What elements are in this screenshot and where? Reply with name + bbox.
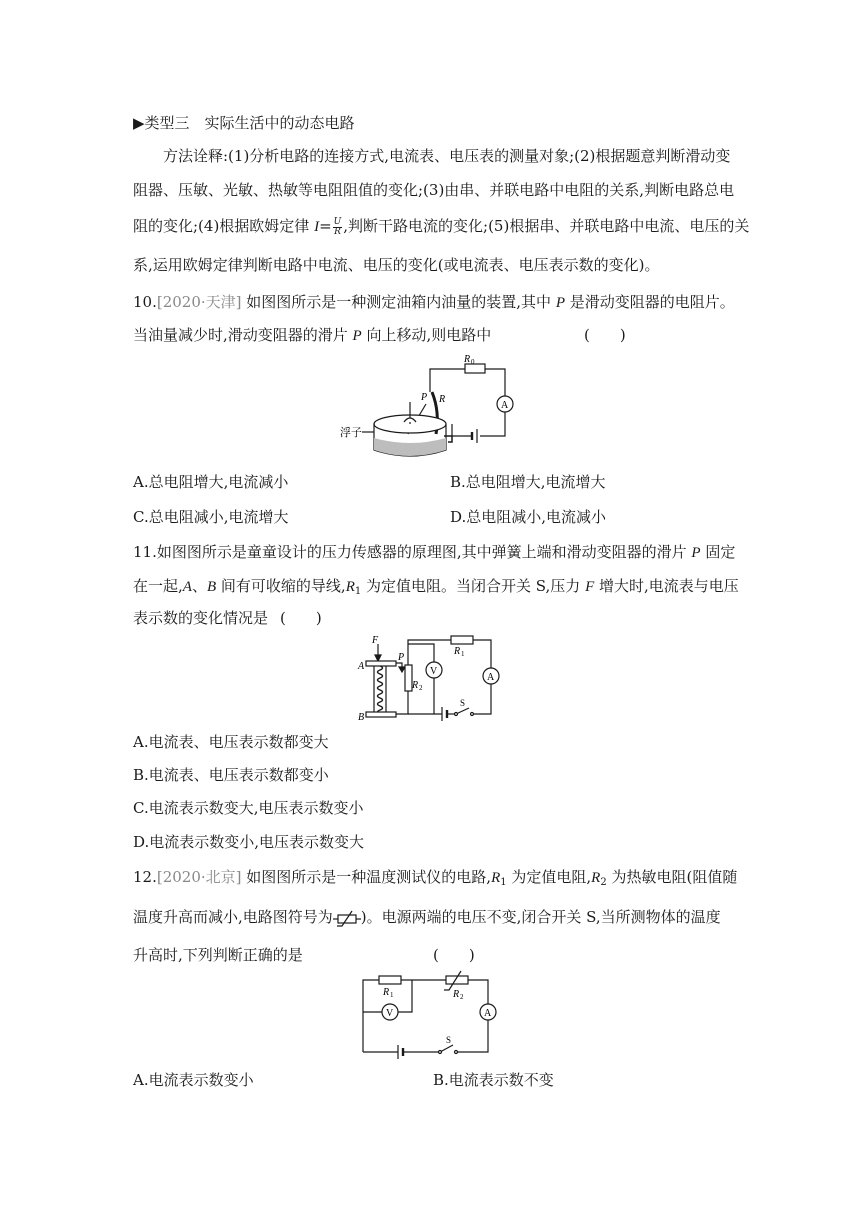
- plate-b-label: B: [358, 712, 365, 722]
- triangle-marker-icon: ▶: [133, 114, 145, 132]
- svg-text:2: 2: [460, 993, 464, 1001]
- resistor-r0: [465, 364, 485, 373]
- r1-label: R: [383, 987, 390, 998]
- q12-line-2: 温度升高而减小,电路图符号为 )。电源两端的电压不变,闭合开关 S,当所测物体的温度: [133, 908, 721, 926]
- q12-option-b[interactable]: B.电流表示数不变: [433, 1071, 554, 1089]
- q12-answer-bracket: ( ): [433, 946, 475, 964]
- q11-pressure-sensor-figure: [356, 632, 506, 722]
- r2-label: R: [412, 680, 419, 691]
- q10-option-b[interactable]: B.总电阻增大,电流增大: [450, 473, 606, 491]
- force-label: F: [372, 635, 379, 646]
- q10-option-a[interactable]: A.总电阻增大,电流减小: [133, 473, 289, 491]
- q10-answer-bracket: ( ): [584, 326, 626, 344]
- q11-option-a[interactable]: A.电流表、电压表示数都变大: [133, 733, 329, 751]
- method-line-2: 阻器、压敏、光敏、热敏等电阻阻值的变化;(3)由串、并联电路中电阻的关系,判断电路总电: [133, 181, 735, 199]
- q11-line-1: 11.如图图所示是童童设计的压力传感器的原理图,其中弹簧上端和滑动变阻器的滑片 P 固定: [133, 543, 736, 561]
- q11-line-2: 在一起,A、B 间有可收缩的导线$,R_1$ 为定值电阻。当闭合开关 S,压力 F 增大时,电流表与电压: [133, 577, 739, 597]
- r2-label: R: [453, 989, 460, 1000]
- svg-text:0: 0: [471, 358, 475, 366]
- method-line-3: 阻的变化;(4)根据欧姆定律 I= $\frac{U}{R}$ ,判断干路电流的变化;(5)根据串、并联电路中电流、电压的关: [133, 216, 750, 237]
- q12-number: 12.: [133, 868, 157, 886]
- method-line-4: 系,运用欧姆定律判断电路中电流、电压的变化(或电流表、电压表示数的变化)。: [133, 256, 660, 274]
- q12-line-1: 12.[2020·北京] 如图图所示是一种温度测试仪的电路$,R_1$ 为定值电阻$,R_2$ 为热敏电阻(阻值随: [133, 868, 738, 888]
- q10-source: [2020·天津]: [156, 293, 242, 311]
- float-label: 浮子: [340, 427, 362, 439]
- q12-line-3: 升高时,下列判断正确的是: [133, 946, 303, 964]
- resistor-r1: [379, 976, 401, 984]
- ammeter-label: A: [501, 400, 509, 411]
- q11-answer-bracket: ( ): [280, 609, 322, 627]
- r-label: R: [439, 394, 446, 405]
- ohm-fraction: $\frac{U}{R}$: [333, 216, 342, 237]
- q10-option-c[interactable]: C.总电阻减小,电流增大: [133, 508, 289, 526]
- q10-oil-tank-circuit-figure: [340, 352, 530, 464]
- q12-temperature-tester-figure: [352, 970, 502, 1060]
- section-title: 类型三 实际生活中的动态电路: [144, 114, 355, 132]
- switch-label: S: [460, 698, 466, 708]
- r0-label: R: [464, 354, 471, 365]
- plate-a-label: A: [358, 661, 365, 672]
- q11-option-b[interactable]: B.电流表、电压表示数都变小: [133, 766, 329, 784]
- voltmeter-label: V: [386, 1008, 394, 1019]
- voltmeter-label: V: [430, 666, 438, 677]
- q12-option-a[interactable]: A.电流表示数变小: [133, 1071, 254, 1089]
- p-label: P: [421, 392, 428, 403]
- q12-source: [2020·北京]: [156, 868, 242, 886]
- svg-text:1: 1: [390, 991, 394, 999]
- switch-label: S: [446, 1035, 452, 1045]
- ammeter-label: A: [484, 1008, 492, 1019]
- q11-line-3: 表示数的变化情况是: [133, 609, 269, 627]
- method-line-1: 方法诠释:(1)分析电路的连接方式,电流表、电压表的测量对象;(2)根据题意判断滑动变: [163, 147, 731, 165]
- ammeter-label: A: [487, 672, 495, 683]
- thermistor-symbol-icon: [333, 909, 361, 927]
- q11-option-d[interactable]: D.电流表示数变小,电压表示数变大: [133, 833, 365, 851]
- slider-p-label: P: [398, 652, 405, 663]
- section-heading: [133, 113, 355, 133]
- q11-option-c[interactable]: C.电流表示数变大,电压表示数变小: [133, 799, 364, 817]
- svg-text:2: 2: [419, 684, 423, 692]
- q10-number: 10.: [133, 293, 157, 311]
- q10-line-2: 当油量减少时,滑动变阻器的滑片 P 向上移动,则电路中: [133, 326, 492, 344]
- q10-line-1: 10.[2020·天津] 如图图所示是一种测定油箱内油量的装置,其中 P 是滑动变阻器的电阻片。: [133, 293, 735, 311]
- r1-label: R: [454, 646, 461, 657]
- q10-option-d[interactable]: D.总电阻减小,电流减小: [450, 508, 607, 526]
- ohm-I: I: [314, 219, 320, 235]
- svg-text:1: 1: [461, 650, 465, 658]
